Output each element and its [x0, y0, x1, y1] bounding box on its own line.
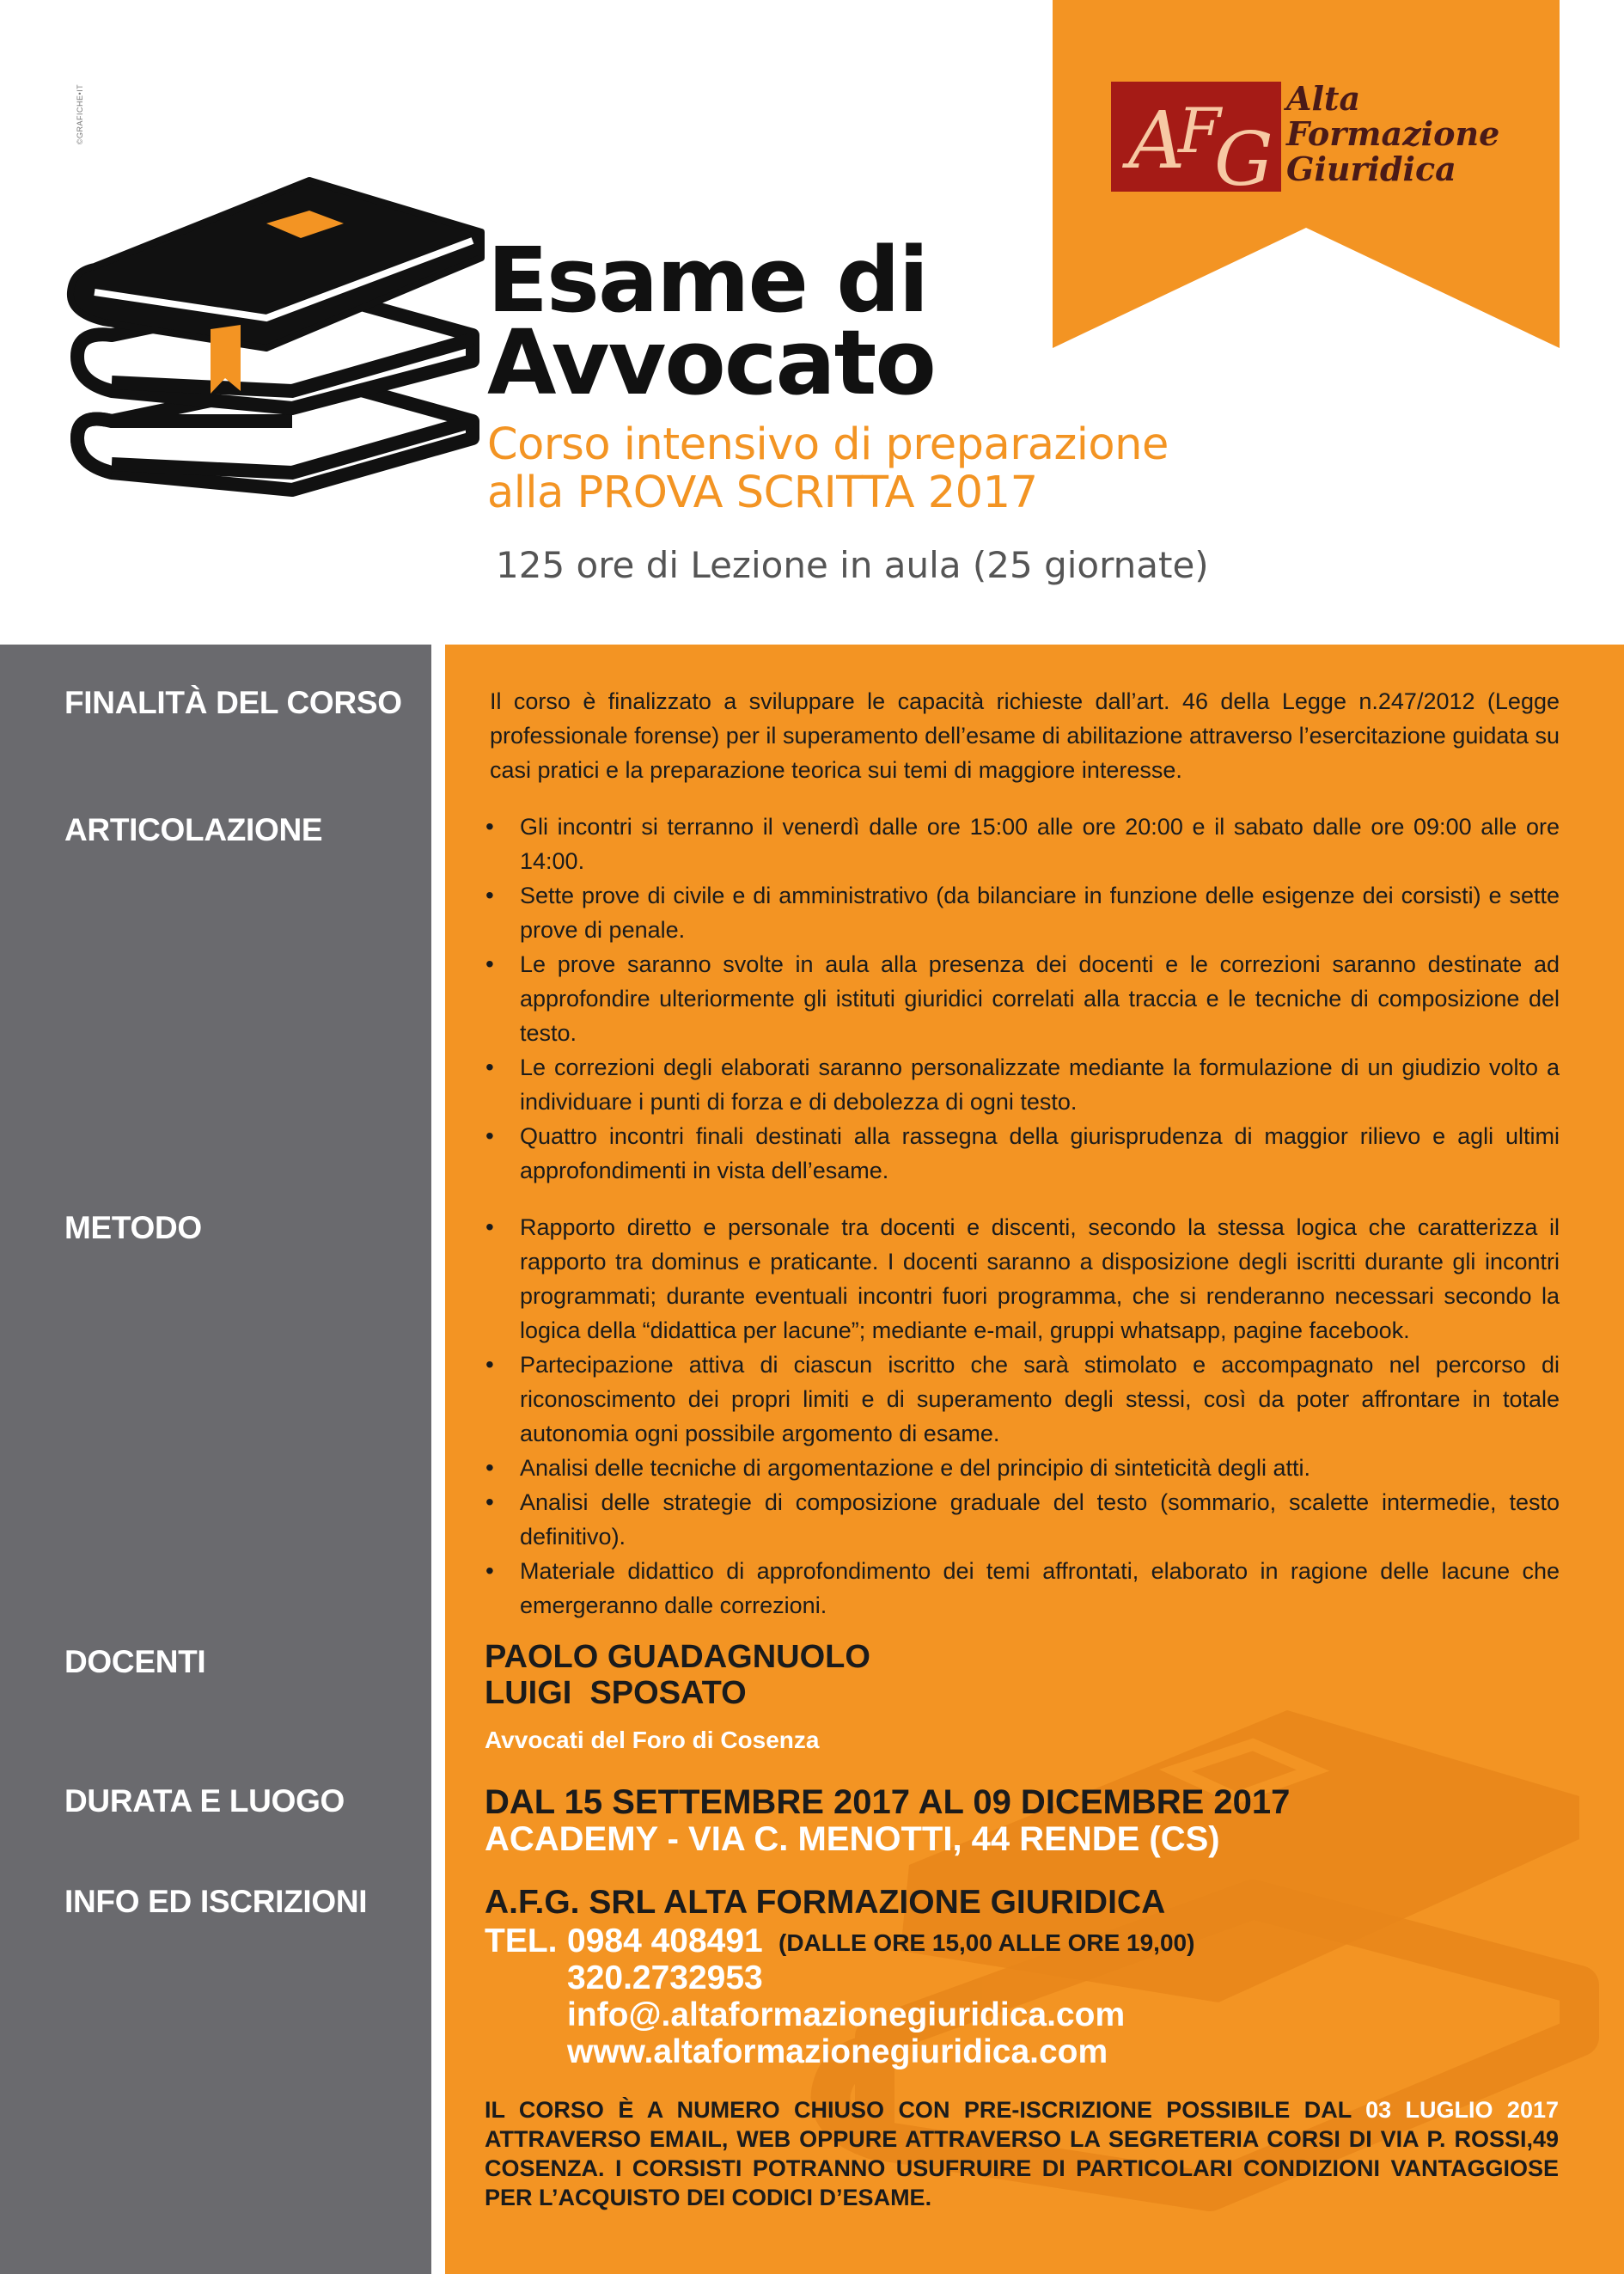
- label-metodo: METODO: [64, 1210, 202, 1245]
- org-name: A.F.G. SRL ALTA FORMAZIONE GIURIDICA: [485, 1884, 1166, 1921]
- list-item: • Gli incontri si terranno il venerdì dalle ore 15:00 alle ore 20:00 e il sabato dalle ore 09:00 alle ore 14:00.: [485, 810, 1560, 878]
- list-item: • Analisi delle strategie di composizione graduale del testo (sommario, scalette intermedie, testo definitivo).: [485, 1485, 1560, 1554]
- course-dates: DAL 15 SETTEMBRE 2017 AL 09 DICEMBRE 2017: [485, 1783, 1291, 1821]
- afg-logo-mark: [1111, 82, 1281, 192]
- list-item: • Materiale didattico di approfondimento dei temi affrontati, elaborato in ragione delle lacune che emergeranno dalle correzioni.: [485, 1554, 1560, 1623]
- header: [0, 0, 1624, 645]
- course-hours: 125 ore di Lezione in aula (25 giornate): [496, 544, 1209, 586]
- list-item: • Quattro incontri finali destinati alla rassegna della giurisprudenza di maggior rilievo e agli ultimi approfondimenti in vista dell’esame.: [485, 1119, 1560, 1188]
- logo-wordmark: Alta Formazione Giuridica: [1286, 79, 1500, 188]
- list-item: • Analisi delle tecniche di argomentazione e del principio di sinteticità degli atti.: [485, 1451, 1560, 1485]
- list-item: • Le correzioni degli elaborati saranno personalizzate mediante la formulazione di un giudizio volto a individuare i punti di forza e di debolezza di ogni testo.: [485, 1050, 1560, 1119]
- course-place: ACADEMY - VIA C. MENOTTI, 44 RENDE (CS): [485, 1820, 1220, 1858]
- phone-number-1[interactable]: 0984 408491: [567, 1923, 763, 1959]
- label-articolazione: ARTICOLAZIONE: [64, 812, 323, 847]
- closing-notice: IL CORSO È A NUMERO CHIUSO CON PRE-ISCRIZIONE POSSIBILE DAL 03 LUGLIO 2017 ATTRAVERSO EMAIL, WEB OPPURE ATTRAVERSO LA SEGRETERIA CORSI DI VIA P. ROSSI,49 COSENZA. I CORSISTI POTRANNO USUFRUIRE DI PARTICOLARI CONDIZIONI VANTAGGIOSE PER L’ACQUISTO DEI CODICI D’ESAME.: [485, 2097, 1572, 2210]
- metodo-list: [485, 1210, 1560, 1623]
- svg-text:F: F: [1178, 95, 1221, 167]
- email-link[interactable]: info@.altaformazionegiuridica.com: [567, 1996, 1126, 2033]
- svg-text:A: A: [1128, 95, 1186, 186]
- tel-label: TEL.: [485, 1923, 558, 1959]
- label-docenti: DOCENTI: [64, 1644, 206, 1679]
- label-info: INFO ED ISCRIZIONI: [64, 1884, 368, 1919]
- afg-monogram-icon: [1111, 82, 1281, 192]
- svg-text:G: G: [1214, 117, 1273, 192]
- page-title: Esame di Avvocato: [487, 228, 935, 415]
- sidebar: [0, 645, 431, 2274]
- docenti-names: PAOLO GUADAGNUOLO LUIGI SPOSATO: [485, 1639, 870, 1711]
- finalita-text: Il corso è finalizzato a sviluppare le capacità richieste dall’art. 46 della Legge n.247/2012 (Legge professionale forense) per il superamento dell’esame di abilitazione attraverso l’esercitazione guidata su casi pratici e la preparazione teorica sui temi di maggiore interesse.: [490, 688, 1560, 783]
- preiscrizione-date: 03 LUGLIO 2017: [1365, 2097, 1559, 2123]
- phone-number-2[interactable]: 320.2732953: [567, 1959, 763, 1996]
- website-link[interactable]: www.altaformazionegiuridica.com: [567, 2033, 1108, 2070]
- course-subtitle: Corso intensivo di preparazione alla PROVA SCRITTA 2017: [487, 419, 1169, 518]
- docenti-subtitle: Avvocati del Foro di Cosenza: [485, 1727, 820, 1753]
- label-finalita: FINALITÀ DEL CORSO: [64, 685, 402, 720]
- list-item: • Partecipazione attiva di ciascun iscritto che sarà stimolato e accompagnato nel percorso di riconoscimento dei propri limiti e di superamento degli stessi, così da poter affrontare in totale autonomia ogni possibile argomento di esame.: [485, 1348, 1560, 1451]
- list-item: • Rapporto diretto e personale tra docenti e discenti, secondo la stessa logica che caratterizza il rapporto tra dominus e praticante. I docenti saranno a disposizione degli iscritti durante gli incontri programmati; durante eventuali incontri fuori programma, che si renderanno necessari secondo la logica della “didattica per lacune”; mediante e-mail, gruppi whatsapp, pagine facebook.: [485, 1210, 1560, 1348]
- list-item: • Sette prove di civile e di amministrativo (da bilanciare in funzione delle esigenze dei corsisti) e sette prove di penale.: [485, 878, 1560, 947]
- designer-credit: ©GRAFICHE•IT: [76, 83, 85, 145]
- phone-hours-note: (DALLE ORE 15,00 ALLE ORE 19,00): [778, 1929, 1195, 1956]
- articolazione-list: [485, 810, 1560, 1188]
- label-durata: DURATA E LUOGO: [64, 1783, 345, 1819]
- books-stack-icon: [60, 163, 507, 524]
- list-item: • Le prove saranno svolte in aula alla presenza dei docenti e le correzioni saranno destinate ad approfondire ulteriormente gli istituti giuridici correlati alla traccia e le tecniche di composizione del testo.: [485, 947, 1560, 1050]
